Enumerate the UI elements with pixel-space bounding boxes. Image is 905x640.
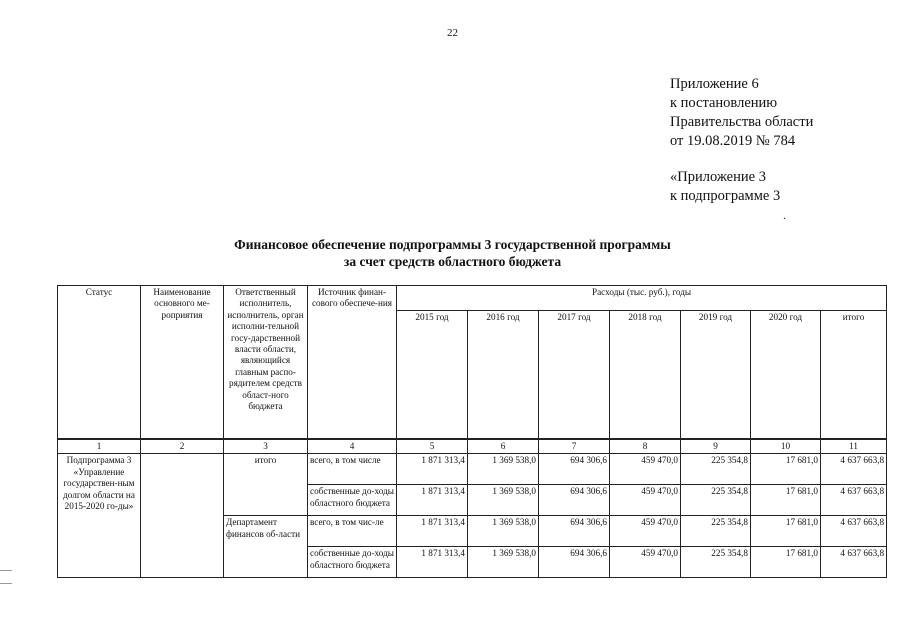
value-cell: 694 306,6 <box>539 485 610 516</box>
title-line: Финансовое обеспечение подпрограммы 3 государственной программы <box>234 237 671 252</box>
value-cell: 17 681,0 <box>751 454 821 485</box>
appendix-block <box>670 75 813 206</box>
column-number: 11 <box>821 439 887 454</box>
header-executor: Ответственный исполнитель, исполнитель, орган исполни-тельной госу-дарственной власти области, являющийся главным распо-рядителем средств област-ного бюджета <box>224 286 308 440</box>
value-cell: 225 354,8 <box>681 516 751 547</box>
column-number: 1 <box>58 439 141 454</box>
appendix-line: «Приложение 3 <box>670 169 766 185</box>
value-cell: 694 306,6 <box>539 454 610 485</box>
value-cell: 694 306,6 <box>539 516 610 547</box>
value-cell: 459 470,0 <box>610 547 681 578</box>
source-cell: всего, в том числе <box>308 454 397 485</box>
column-number: 6 <box>468 439 539 454</box>
column-number: 10 <box>751 439 821 454</box>
header-year: 2019 год <box>681 311 751 440</box>
source-cell: собственные до-ходы областного бюджета <box>308 547 397 578</box>
appendix-line: от 19.08.2019 № 784 <box>670 133 796 149</box>
header-expenses: Расходы (тыс. руб.), годы <box>397 286 887 311</box>
appendix-line: Правительства области <box>670 114 814 130</box>
value-cell: 1 369 538,0 <box>468 516 539 547</box>
column-number: 5 <box>397 439 468 454</box>
header-source: Источник финан-сового обеспече-ния <box>308 286 397 440</box>
value-cell: 4 637 663,8 <box>821 485 887 516</box>
value-cell: 694 306,6 <box>539 547 610 578</box>
title-line: за счет средств областного бюджета <box>343 254 562 269</box>
appendix-line: к подпрограмме 3 <box>670 188 781 204</box>
value-cell: 1 369 538,0 <box>468 547 539 578</box>
value-cell: 17 681,0 <box>751 547 821 578</box>
value-cell: 459 470,0 <box>610 454 681 485</box>
appendix-line: к постановлению <box>670 95 778 111</box>
column-number: 7 <box>539 439 610 454</box>
column-number: 9 <box>681 439 751 454</box>
column-number: 2 <box>141 439 224 454</box>
value-cell: 225 354,8 <box>681 454 751 485</box>
margin-marks <box>0 570 14 596</box>
column-number: 3 <box>224 439 308 454</box>
header-total: итого <box>821 311 887 440</box>
value-cell: 1 871 313,4 <box>397 454 468 485</box>
value-cell: 4 637 663,8 <box>821 547 887 578</box>
value-cell: 225 354,8 <box>681 485 751 516</box>
value-cell: 459 470,0 <box>610 485 681 516</box>
value-cell: 1 871 313,4 <box>397 516 468 547</box>
column-number-row <box>58 439 887 454</box>
value-cell: 1 871 313,4 <box>397 485 468 516</box>
source-cell: всего, в том чис-ле <box>308 516 397 547</box>
header-year: 2017 год <box>539 311 610 440</box>
header-measure: Наименование основного ме-роприятия <box>141 286 224 440</box>
header-year: 2016 год <box>468 311 539 440</box>
header-year: 2015 год <box>397 311 468 440</box>
value-cell: 1 369 538,0 <box>468 485 539 516</box>
appendix-line: Приложение 6 <box>670 76 759 92</box>
value-cell: 4 637 663,8 <box>821 454 887 485</box>
value-cell: 17 681,0 <box>751 485 821 516</box>
value-cell: 1 871 313,4 <box>397 547 468 578</box>
value-cell: 1 369 538,0 <box>468 454 539 485</box>
table-row <box>58 454 887 485</box>
source-cell: собственные до-ходы областного бюджета <box>308 485 397 516</box>
document-title <box>0 236 905 270</box>
header-status: Статус <box>58 286 141 440</box>
executor-cell: итого <box>224 454 308 516</box>
status-cell: Подпрограмма 3 «Управление государствен-ным долгом области на 2015-2020 го-ды» <box>58 454 141 578</box>
header-year: 2020 год <box>751 311 821 440</box>
header-year: 2018 год <box>610 311 681 440</box>
column-number: 4 <box>308 439 397 454</box>
budget-table <box>57 285 887 578</box>
page-number: 22 <box>447 27 458 39</box>
value-cell: 17 681,0 <box>751 516 821 547</box>
value-cell: 459 470,0 <box>610 516 681 547</box>
value-cell: 4 637 663,8 <box>821 516 887 547</box>
column-number: 8 <box>610 439 681 454</box>
measure-cell <box>141 454 224 578</box>
value-cell: 225 354,8 <box>681 547 751 578</box>
dot-mark: . <box>783 208 786 222</box>
executor-cell: Департамент финансов об-ласти <box>224 516 308 578</box>
